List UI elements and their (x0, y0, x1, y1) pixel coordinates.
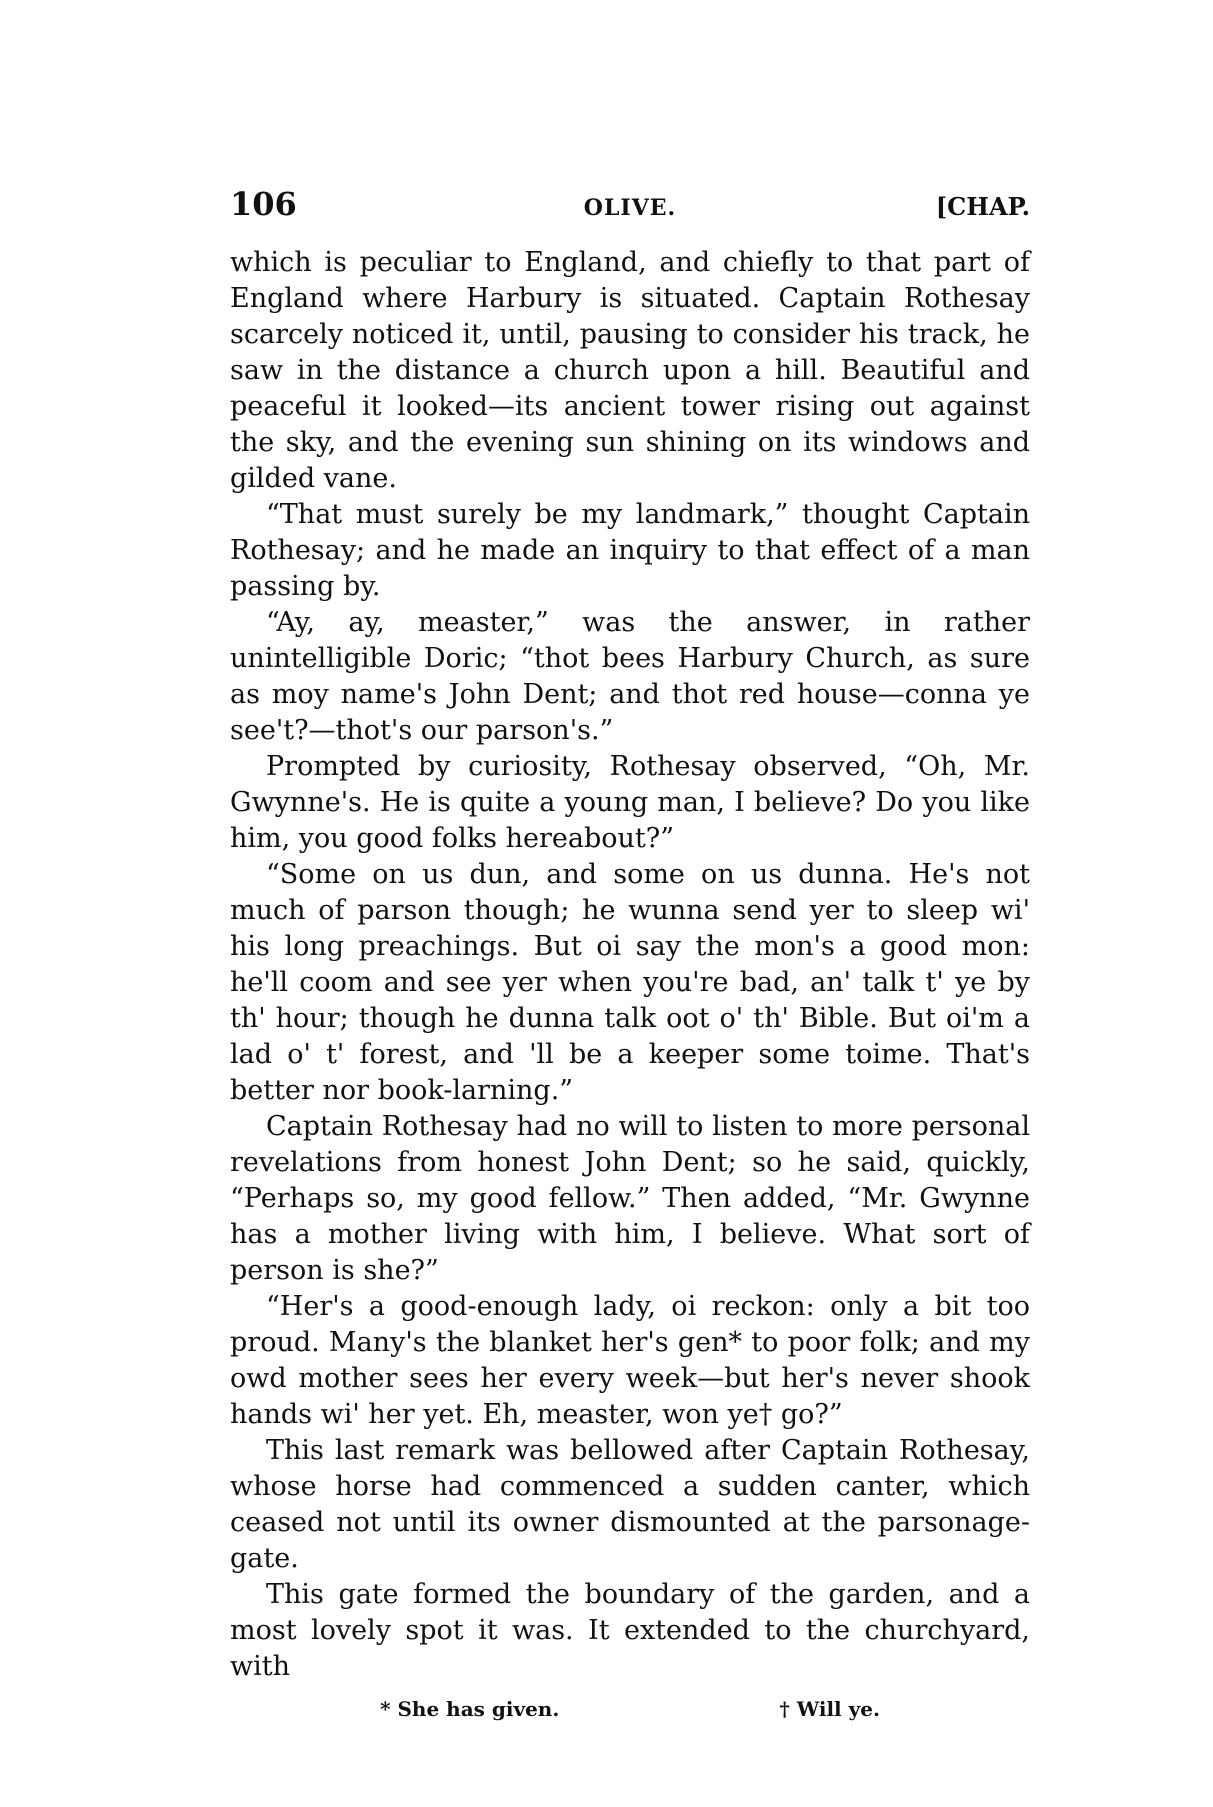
paragraph: “Some on us dun, and some on us dunna. He's not much of parson though; he wunna send yer to sleep wi' his long preachings. But oi say the mon's a good mon: he'll coom and see yer when you're bad, an' talk t' ye by th' hour; though he dunna talk oot o' th' Bible. But oi'm a lad o' t' forest, and 'll be a keeper some toime. That's better nor book-larning.” (230, 859, 1030, 1106)
paragraph: “That must surely be my landmark,” thought Captain Rothesay; and he made an inquiry to that effect of a man passing by. (230, 499, 1030, 602)
running-title: OLIVE. (583, 195, 677, 221)
running-head (230, 185, 1030, 245)
chapter-mark: [CHAP. (935, 192, 1030, 221)
paragraph: This last remark was bellowed after Captain Rothesay, whose horse had commenced a sudden canter, which ceased not until its owner dismounted at the parsonage-gate. (230, 1435, 1030, 1574)
paragraph: This gate formed the boundary of the garden, and a most lovely spot it was. It extended to the churchyard, with (230, 1579, 1030, 1682)
paragraph: Captain Rothesay had no will to listen to more personal revelations from honest John Dent; so he said, quickly, “Perhaps so, my good fellow.” Then added, “Mr. Gwynne has a mother living with him, I believe. What sort of person is she?” (230, 1111, 1030, 1286)
footnotes (230, 1697, 1030, 1721)
paragraph: “Her's a good-enough lady, oi reckon: only a bit too proud. Many's the blanket her's gen* to poor folk; and my owd mother sees her every week—but her's never shook hands wi' her yet. Eh, measter, won ye† go?” (230, 1291, 1030, 1430)
page-number: 106 (230, 185, 297, 223)
body-text (230, 245, 1030, 1685)
footnote: * She has given. (380, 1697, 560, 1721)
footnote: † Will ye. (779, 1697, 880, 1721)
paragraph: which is peculiar to England, and chiefly to that part of England where Harbury is situated. Captain Rothesay scarcely noticed it, until, pausing to consider his track, he saw in the distance a church upon a hill. Beautiful and peaceful it looked—its ancient tower rising out against the sky, and the evening sun shining on its windows and gilded vane. (230, 247, 1030, 494)
paragraph: “Ay, ay, measter,” was the answer, in rather unintelligible Doric; “thot bees Harbury Church, as sure as moy name's John Dent; and thot red house—conna ye see't?—thot's our parson's.” (230, 607, 1030, 746)
paragraph: Prompted by curiosity, Rothesay observed, “Oh, Mr. Gwynne's. He is quite a young man, I believe? Do you like him, you good folks hereabout?” (230, 751, 1030, 854)
book-page (230, 185, 1030, 1721)
